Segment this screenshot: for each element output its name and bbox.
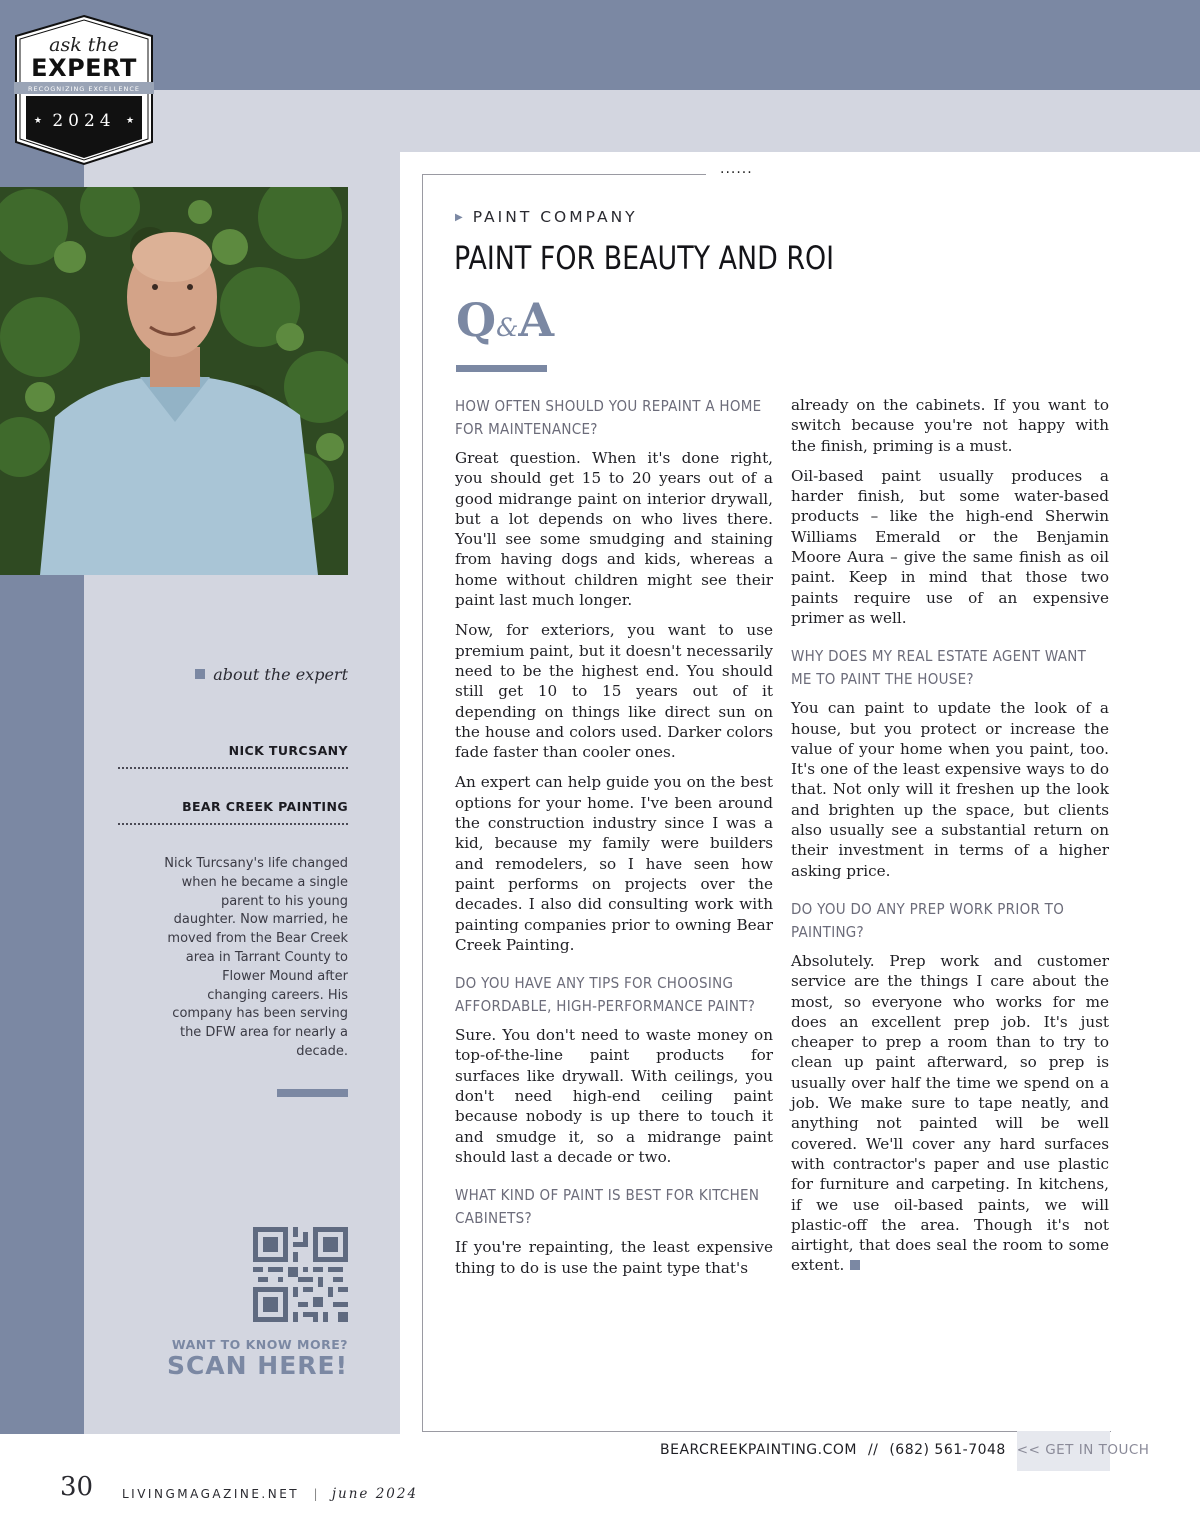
end-mark-icon — [850, 1260, 860, 1270]
expert-name: NICK TURCSANY — [118, 743, 348, 769]
badge-expert: EXPERT — [31, 54, 137, 82]
star-icon: ★ — [33, 116, 42, 126]
article-kicker — [455, 208, 638, 226]
expert-company: BEAR CREEK PAINTING — [118, 799, 348, 825]
ask-the-expert-badge — [14, 14, 154, 166]
qr-prompt: WANT TO KNOW MORE? — [171, 1337, 348, 1352]
qr-code-icon[interactable] — [253, 1227, 348, 1322]
contact-separator: // — [867, 1442, 879, 1458]
contact-line — [660, 1442, 1149, 1458]
answer-paragraph: Oil-based paint usually produces a harder finish, but some water-based products – like the high-end Sherwin Williams Emerald or the Benjamin Moore Aura – give the same finish as oil paint. Keep in mind that those two paints require use of an expensive primer as well. — [791, 466, 1109, 627]
answer-paragraph-final — [791, 951, 1109, 1276]
answer-final-text: Absolutely. Prep work and customer service are the things I care about the most, so everyone who works for me does an excellent prep job. It's just cheaper to prep a room than to try to clean up paint afterward, so prep is usually over half the time we spend on a job. We make sure to tape neatly, and anything not painted will be well covered. We'll cover any hard surfaces with contractor's paper and use plastic for furniture and carpeting. In kitchens, if we use oil-based paints, we will plastic-off the area. Though it's not airtight, that does seal the room to some extent. — [791, 951, 1109, 1275]
frame-dots: ...... — [720, 161, 753, 177]
badge-year — [14, 111, 154, 131]
article-title: PAINT FOR BEAUTY AND ROI — [454, 239, 835, 277]
light-color-band — [0, 90, 1200, 152]
publication-site: LIVINGMAGAZINE.NET — [122, 1487, 300, 1501]
badge-tagline: RECOGNIZING EXCELLENCE — [27, 85, 141, 93]
star-icon: ★ — [126, 116, 135, 126]
about-label-text: about the expert — [213, 665, 348, 684]
article-column-1 — [455, 395, 773, 1288]
answer-paragraph: Now, for exteriors, you want to use premium paint, but it doesn't necessarily need to be the highest end. You should still get 10 to 15 years out of it depending on things like direct sun on the house and colors used. Darker colors fade faster than cooler ones. — [455, 621, 773, 762]
answer-paragraph: You can paint to update the look of a house, but you protect or increase the value of your home when you paint, too. It's one of the least expensive ways to do that. Not only will it freshen up the look and brighten up the space, but clients also usually see a substantial return on their investment in terms of a higher asking price. — [791, 699, 1109, 880]
answer-paragraph: Sure. You don't need to waste money on top-of-the-line paint products for surfaces like drywall. With ceilings, you don't need high-end ceiling paint because nobody is up there to touch it and smudge it, so a midrange paint should last a decade or two. — [455, 1026, 773, 1166]
kicker-text: PAINT COMPANY — [472, 208, 638, 226]
phone-number[interactable]: (682) 561-7048 — [889, 1442, 1006, 1458]
qa-q: Q — [456, 293, 497, 347]
website-link[interactable]: BEARCREEKPAINTING.COM — [660, 1442, 857, 1458]
question-heading: WHY DOES MY REAL ESTATE AGENT WANT ME TO PAINT THE HOUSE? — [791, 647, 1087, 689]
top-color-band — [0, 0, 1200, 90]
square-bullet-icon — [195, 669, 205, 679]
issue-date: june 2024 — [331, 1486, 419, 1502]
badge-ask-the: ask the — [49, 34, 119, 56]
expert-bio: Nick Turcsany's life changed when he became a single parent to his young daughter. Now married, he moved from the Bear Creek area in Tarrant County to Flower Mound after changing careers. His company has been serving the DFW area for nearly a decade. — [164, 856, 348, 1059]
publication-line — [122, 1486, 418, 1502]
frame-top-rule — [422, 174, 706, 175]
question-heading: HOW OFTEN SHOULD YOU REPAINT A HOME FOR MAINTENANCE? — [455, 397, 762, 438]
question-heading: DO YOU DO ANY PREP WORK PRIOR TO PAINTING? — [791, 899, 1065, 941]
triangle-bullet-icon: ▶ — [455, 212, 463, 223]
question-heading: WHAT KIND OF PAINT IS BEST FOR KITCHEN CABINETS? — [455, 1186, 760, 1228]
qa-divider — [456, 365, 547, 372]
article-column-2 — [791, 395, 1109, 1286]
answer-paragraph: If you're repainting, the least expensive thing to do is use the paint type that's — [455, 1238, 773, 1277]
answer-paragraph: Great question. When it's done right, you should get 15 to 20 years out of a good midrange paint on interior drywall, but a lot depends on who lives there. You'll see some smudging and staining from having dogs and kids, whereas a home without children might see their paint last much longer. — [455, 449, 773, 610]
contact-strip — [620, 1431, 1150, 1471]
qa-a: A — [518, 293, 555, 347]
answer-paragraph: already on the cabinets. If you want to switch because you're not happy with the finish, priming is a must. — [791, 396, 1109, 455]
qa-heading — [456, 293, 554, 347]
bio-divider — [277, 1089, 348, 1097]
answer-paragraph: An expert can help guide you on the best options for your home. I've been around the construction industry since I was a kid, because my family were builders and remodelers, so I have seen how paint performs on projects over the decades. I also did consulting work with painting companies prior to owning Bear Creek Painting. — [455, 773, 773, 954]
badge-year-text: 2024 — [52, 111, 116, 131]
expert-portrait-photo — [0, 187, 348, 575]
page-number: 30 — [60, 1472, 94, 1502]
qa-amp: & — [496, 313, 519, 342]
question-heading: DO YOU HAVE ANY TIPS FOR CHOOSING AFFORDABLE, HIGH-PERFORMANCE PAINT? — [455, 974, 756, 1016]
get-in-touch-link[interactable]: << GET IN TOUCH — [1016, 1442, 1150, 1458]
footer-separator: | — [313, 1487, 318, 1501]
about-the-expert-label — [150, 665, 348, 684]
qr-cta[interactable]: SCAN HERE! — [166, 1351, 348, 1380]
